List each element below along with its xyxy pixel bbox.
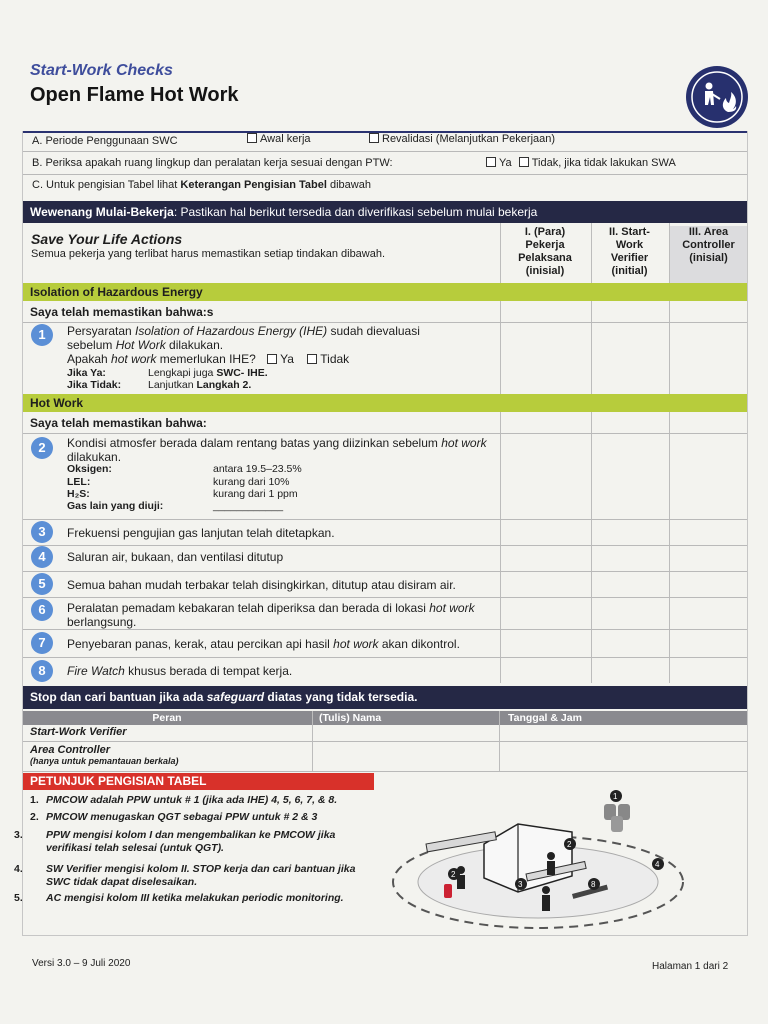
step-number-4: 4 [31,546,53,568]
step-4-text: Saluran air, bukaan, dan ventilasi ditutup [67,550,284,564]
instruction-2-number: 2. [30,811,39,823]
hot-work-site-illustration [386,784,692,934]
ihe-tidak-checkbox[interactable] [307,354,317,364]
jika-ya-value-a: Lengkapi juga [148,367,217,379]
step-1-text [67,324,497,366]
awal-kerja-label: Awal kerja [260,133,311,145]
gas-label-lel: LEL: [67,476,91,488]
step-number-8: 8 [31,660,53,682]
hot-work-logo-icon [686,66,748,128]
awal-kerja-checkbox[interactable] [247,133,257,143]
divider [22,322,748,323]
section2-intro: Saya telah memastikan bahwa: [30,416,207,430]
stop-bar-a: Stop dan cari bantuan jika ada [30,690,207,704]
divider [22,741,748,742]
column-header-area-controller: III. Area Controller (inisial) [669,226,748,284]
step-1-question-b: memerlukan IHE? [156,352,256,366]
row-a-label: A. Periode Penggunaan SWC [32,135,178,147]
row-c [32,179,371,191]
step-1-text-i: Isolation of Hazardous Energy (IHE) [135,324,328,338]
area-controller-name-field[interactable] [313,744,499,768]
step-6-text [67,601,497,629]
step-number-7: 7 [31,632,53,654]
verifier-date-field[interactable] [500,726,748,740]
step-8-text [67,664,497,678]
illustration-label-6: 2 [567,840,572,849]
step-number-5: 5 [31,573,53,595]
step-5-text: Semua bahan mudah terbakar telah disingkirkan, ditutup atau disiram air. [67,578,456,592]
doc-subtitle: Start-Work Checks [30,62,173,79]
footer-page: Halaman 1 dari 2 [652,961,729,972]
step-8-text-b: khusus berada di tempat kerja. [124,664,293,678]
column-header-pelaksana: I. (Para) Pekerja Pelaksana (inisial) [518,226,572,277]
jika-ya-label: Jika Ya: [67,367,106,379]
area-controller-date-field[interactable] [500,744,748,768]
revalidasi-checkbox[interactable] [369,133,379,143]
instruction-5-text: AC mengisi kolom III ketika melakukan periodic monitoring. [46,892,344,904]
instruction-3-text: PPW mengisi kolom I dan mengembalikan ke PMCOW jika verifikasi telah selesai (untuk QGT). [46,829,336,854]
divider [22,433,748,434]
section1-intro: Saya telah memastikan bahwa:s [30,305,214,319]
authority-bar-bold: Wewenang Mulai-Bekerja [30,205,174,219]
instruction-1 [30,794,375,807]
illustration-label-4: 3 [518,880,523,889]
step-1-question-a: Apakah [67,352,112,366]
divider [22,151,748,152]
gas-label-oksigen: Oksigen: [67,463,112,475]
gas-other-field[interactable]: ____________ [213,500,284,512]
instruction-1-number: 1. [30,794,39,806]
gas-value-lel: kurang dari 10% [213,476,290,488]
divider [22,597,748,598]
ihe-ya-label: Ya [280,352,294,366]
column-header-verifier: II. Start- Work Verifier (initial) [609,226,650,277]
instruction-3-number: 3. [14,829,23,841]
step-2-text-b: dilakukan. [67,450,122,464]
instruction-4 [14,863,376,889]
sign-header-peran: Peran [22,711,312,725]
step-7-text-a: Penyebaran panas, kerak, atau percikan api hasil [67,637,334,651]
step-2-text-i: hot work [441,436,487,450]
footer-version: Versi 3.0 – 9 Juli 2020 [32,958,131,969]
instruction-2 [30,811,375,824]
sign-row-area-controller: Area Controller [30,744,111,756]
step-6-text-i: hot work [429,601,475,615]
step-6-text-a: Peralatan pemadam kebakaran telah diperiksa dan berada di lokasi [67,601,430,615]
save-life-title: Save Your Life Actions [31,231,183,247]
instructions-bar: PETUNJUK PENGISIAN TABEL [22,773,374,790]
step-7-text-i: hot work [333,637,379,651]
gas-value-h2s: kurang dari 1 ppm [213,488,298,500]
sign-row-verifier: Start-Work Verifier [30,726,127,738]
row-c-label: C. Untuk pengisian Tabel lihat [32,179,178,191]
save-life-subtitle: Semua pekerja yang terlibat harus memastikan setiap tindakan dibawah. [31,248,386,260]
gas-label-other: Gas lain yang diuji: [67,500,164,512]
ihe-ya-checkbox[interactable] [267,354,277,364]
verifier-name-field[interactable] [313,726,499,740]
section-isolation-bar: Isolation of Hazardous Energy [22,283,748,301]
jika-tidak-label: Jika Tidak: [67,379,122,391]
step-3-text: Frekuensi pengujian gas lanjutan telah ditetapkan. [67,526,335,540]
divider [22,519,748,520]
doc-title: Open Flame Hot Work [30,84,239,106]
gas-value-oksigen: antara 19.5–23.5% [213,463,302,475]
instruction-4-number: 4. [14,863,23,875]
step-7-text-b: akan dikontrol. [378,637,460,651]
row-b-label: B. Periksa apakah ruang lingkup dan peralatan kerja sesuai dengan PTW: [32,157,393,169]
sign-row-note: (hanya untuk pemantauan berkala) [30,756,179,766]
step-8-text-i: Fire Watch [67,664,125,678]
revalidasi-label: Revalidasi (Melanjutkan Pekerjaan) [382,133,556,145]
stop-bar-b: diatas yang tidak tersedia. [264,690,418,704]
step-1-text-c: sebelum [67,338,116,352]
ptw-tidak-label: Tidak, jika tidak lakukan SWA [531,157,676,169]
gas-label-h2s: H₂S: [67,488,90,500]
divider [22,657,748,658]
divider [22,174,748,175]
step-1-text-e: dilakukan. [165,338,224,352]
instruction-1-text: PMCOW adalah PPW untuk # 1 (jika ada IHE) 4, 5, 6, 7, & 8. [46,794,338,806]
jika-ya-value [148,367,268,379]
step-7-text [67,637,497,651]
instruction-3 [14,829,376,855]
illustration-label-3: 4 [655,860,660,869]
divider [22,545,748,546]
step-6-text-b: berlangsung. [67,615,137,629]
illustration-label-5: 8 [591,880,596,889]
step-number-1: 1 [31,324,53,346]
step-1-question-i: hot work [111,352,157,366]
divider [22,629,748,630]
ptw-ya-label: Ya [499,157,512,169]
divider [22,771,748,772]
step-2-text [67,436,497,464]
instruction-2-text: PMCOW menugaskan QGT sebagai PPW untuk # 2 & 3 [46,811,318,823]
authority-bar-text: : Pastikan hal berikut tersedia dan diverifikasi sebelum mulai bekerja [173,205,538,219]
instruction-5 [14,892,346,905]
jika-tidak-value [148,379,251,391]
stop-bar [22,686,748,709]
step-number-6: 6 [31,599,53,621]
step-2-text-a: Kondisi atmosfer berada dalam rentang batas yang diizinkan sebelum [67,436,442,450]
sign-header-nama: (Tulis) Nama [313,711,499,725]
stop-bar-i: safeguard [206,690,265,704]
ptw-tidak-checkbox[interactable] [519,157,529,167]
row-c-tail: dibawah [329,179,371,191]
step-number-3: 3 [31,521,53,543]
instruction-5-number: 5. [14,892,23,904]
ihe-tidak-label: Tidak [320,352,350,366]
illustration-label-2: 2 [451,870,456,879]
step-1-text-d: Hot Work [115,338,166,352]
ptw-ya-checkbox[interactable] [486,157,496,167]
instruction-4-text: SW Verifier mengisi kolom II. STOP kerja dan cari bantuan jika SWC tidak dapat diselesaikan. [46,863,356,888]
jika-tidak-value-a: Lanjutkan [148,379,197,391]
jika-ya-value-b: SWC- IHE. [216,367,268,379]
row-c-bold: Keterangan Pengisian Tabel [180,179,327,191]
step-number-2: 2 [31,437,53,459]
divider [22,571,748,572]
jika-tidak-value-b: Langkah 2. [196,379,252,391]
authority-bar [22,201,748,223]
row-b [32,157,676,169]
sign-header-tanggal: Tanggal & Jam [500,711,748,725]
step-1-text-a: Persyaratan [67,324,136,338]
section-hot-work-bar: Hot Work [22,394,748,412]
illustration-label-1: 1 [613,792,618,801]
row-a [32,133,556,147]
step-1-text-b: sudah dievaluasi [327,324,420,338]
